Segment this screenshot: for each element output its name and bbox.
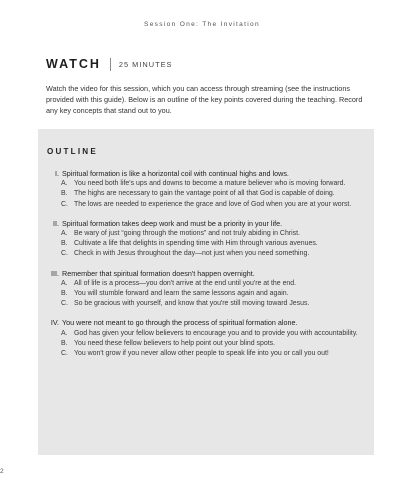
subpoint-text: All of life is a process—you don't arrive at the end until you're at the end.: [74, 279, 297, 287]
page-number: 2: [0, 468, 4, 475]
watch-header: [46, 57, 172, 71]
outline-sections: [38, 169, 374, 368]
subpoint-letter: A.: [61, 279, 68, 287]
point-text: Spiritual formation takes deep work and must be a priority in your life.: [62, 218, 283, 228]
subpoint-letter: B.: [61, 290, 68, 298]
outline-subpoint: [38, 349, 374, 359]
watch-duration: 25 MINUTES: [118, 59, 173, 69]
watch-title: WATCH: [46, 57, 101, 71]
outline-point: [38, 318, 374, 328]
point-numeral: III.: [51, 268, 59, 278]
subpoint-letter: B.: [61, 339, 68, 347]
watch-instructions: Watch the video for this session, which you can access through streaming (see the instructions provided with this guide). Below is an outline of the key points covered during the teaching. Record any key concepts that stand out to you.: [46, 84, 363, 115]
outline-heading: OUTLINE: [47, 147, 98, 156]
subpoint-text: You won't grow if you never allow other people to speak life into you or call you out!: [74, 350, 329, 358]
subpoint-letter: A.: [61, 329, 68, 337]
subpoint-text: You need these fellow believers to help point out your blind spots.: [74, 339, 276, 347]
outline-subpoint: [38, 279, 374, 289]
outline-subpoint: [38, 189, 374, 199]
subpoint-text: So be gracious with yourself, and know that you're still moving toward Jesus.: [74, 300, 310, 308]
point-numeral: II.: [53, 218, 59, 228]
outline-point: [38, 269, 374, 279]
point-text: You were not meant to go through the process of spiritual formation alone.: [62, 318, 298, 328]
outline-subpoint: [38, 329, 374, 339]
subpoint-letter: B.: [61, 190, 68, 198]
subpoint-text: You need both life's ups and downs to become a mature believer who is moving forward.: [74, 180, 346, 188]
outline-subpoint: [38, 339, 374, 349]
subpoint-letter: C.: [61, 300, 68, 308]
outline-subpoint: [38, 200, 374, 210]
subpoint-letter: C.: [61, 250, 68, 258]
outline-section: [38, 219, 374, 260]
point-text: Remember that spiritual formation doesn't happen overnight.: [62, 268, 255, 278]
outline-subpoint: [38, 239, 374, 249]
subpoint-text: God has given your fellow believers to encourage you and to provide you with accountability.: [74, 329, 358, 337]
point-numeral: I.: [55, 169, 59, 178]
subpoint-text: You will stumble forward and learn the same lessons again and again.: [74, 290, 289, 298]
outline-subpoint: [38, 299, 374, 309]
outline-subpoint: [38, 179, 374, 189]
outline-subpoint: [38, 229, 374, 239]
subpoint-text: The lows are needed to experience the grace and love of God when you are at your worst.: [74, 200, 352, 208]
outline-subpoint: [38, 249, 374, 259]
subpoint-letter: A.: [61, 230, 68, 238]
outline-point: [38, 219, 374, 229]
outline-section: [38, 169, 374, 210]
outline-section: [38, 269, 374, 310]
outline-box: [38, 129, 374, 455]
subpoint-letter: A.: [61, 180, 68, 188]
watch-divider: [110, 58, 111, 71]
outline-section: [38, 318, 374, 359]
subpoint-letter: C.: [61, 350, 68, 358]
subpoint-text: Cultivate a life that delights in spending time with Him through various avenues.: [74, 240, 318, 248]
running-head: Session One: The Invitation: [144, 21, 260, 28]
subpoint-text: The highs are necessary to gain the vantage point of all that God is capable of doing.: [74, 190, 335, 198]
subpoint-text: Be wary of just “going through the motions” and not truly abiding in Christ.: [74, 230, 300, 238]
point-numeral: IV.: [50, 318, 59, 328]
subpoint-letter: B.: [61, 240, 68, 248]
subpoint-letter: C.: [61, 200, 68, 208]
outline-subpoint: [38, 289, 374, 299]
point-text: Spiritual formation is like a horizontal coil with continual highs and lows.: [62, 169, 289, 178]
outline-point: [38, 169, 374, 179]
subpoint-text: Check in with Jesus throughout the day—not just when you need something.: [74, 250, 310, 258]
